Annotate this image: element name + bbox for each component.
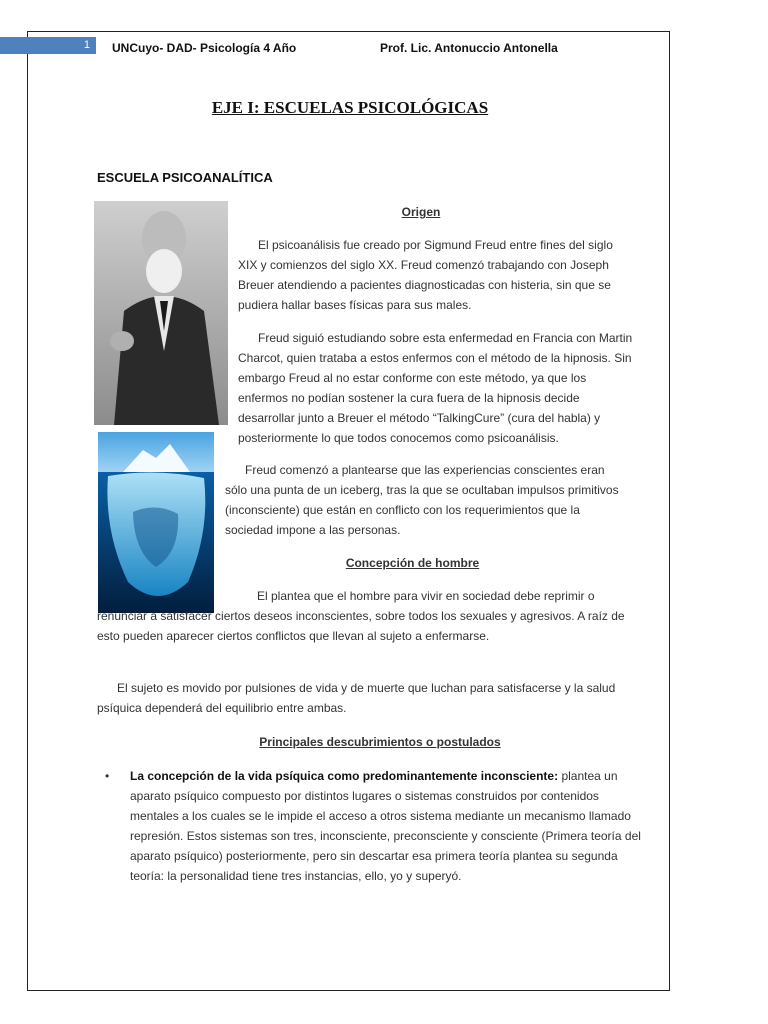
bullet-icon: •: [105, 769, 110, 783]
list-item: [105, 766, 645, 886]
origen-paragraph-1: El psicoanálisis fue creado por Sigmund Freud entre fines del siglo XIX y comienzos del siglo XX. Freud comenzó trabajando con Joseph Breuer atendiendo a pacientes diagnosticadas con histeria, sin que se pudiera hallar bases físicas para sus males.: [238, 238, 613, 312]
header-course: UNCuyo- DAD- Psicología 4 Año: [112, 41, 297, 55]
page-title: EJE I: ESCUELAS PSICOLÓGICAS: [211, 98, 489, 117]
bullet-lead: La concepción de la vida psíquica como predominantemente inconsciente:: [130, 769, 559, 783]
section-heading: ESCUELA PSICOANALÍTICA: [97, 170, 273, 185]
origen-paragraph-2: Freud siguió estudiando sobre esta enfermedad en Francia con Martin Charcot, quien trataba a estos enfermos con el método de la hipnosis. Sin embargo Freud al no estar conforme con este método, ya que los enfermos no podían sostener la cura fuera de la hipnosis decide desarrollar junto a Breuer el método “TalkingCure” (cura del habla) y posteriormente lo que todos conocemos como psicoanálisis.: [238, 331, 633, 445]
concepcion-heading: Concepción de hombre: [345, 556, 480, 570]
concepcion-paragraph-1-text: El plantea que el hombre para vivir en sociedad debe reprimir o renunciar a satisfacer ciertos deseos inconscientes, sobre todos los sexuales y agresivos. A raíz de esto pueden aparecer ciertos conflictos que llevan al sujeto a enfermarse.: [97, 589, 625, 643]
postulados-list: [105, 766, 645, 886]
page-number-tab: 1: [0, 37, 96, 54]
freud-portrait-image: [94, 201, 228, 425]
concepcion-paragraph-1: [97, 586, 637, 646]
postulados-heading: Principales descubrimientos o postulados: [259, 735, 501, 749]
header-professor: Prof. Lic. Antonuccio Antonella: [380, 41, 558, 55]
concepcion-paragraph-2: El sujeto es movido por pulsiones de vida y de muerte que luchan para satisfacerse y la salud psíquica dependerá del equilibrio entre ambas.: [97, 681, 616, 715]
origen-heading: Origen: [401, 205, 441, 219]
bullet-text: plantea un aparato psíquico compuesto por distintos lugares o sistemas construidos por contenidos mentales a los cuales se le impide el acceso a otros sistema mediante un mecanismo llamado represión. Estos sistemas son tres, inconsciente, preconsciente y consciente (Primera teoría del aparato psíquico) posteriormente, pero sin descartar esa primera teoría plantea su segunda teoría: la personalidad tiene tres instancias, ello, yo y superyó.: [130, 769, 641, 883]
origen-paragraph-3: Freud comenzó a plantearse que las experiencias conscientes eran sólo una punta de un iceberg, tras la que se ocultaban impulsos primitivos (inconsciente) que están en conflicto con los requerimientos que la sociedad impone a las personas.: [225, 463, 619, 537]
